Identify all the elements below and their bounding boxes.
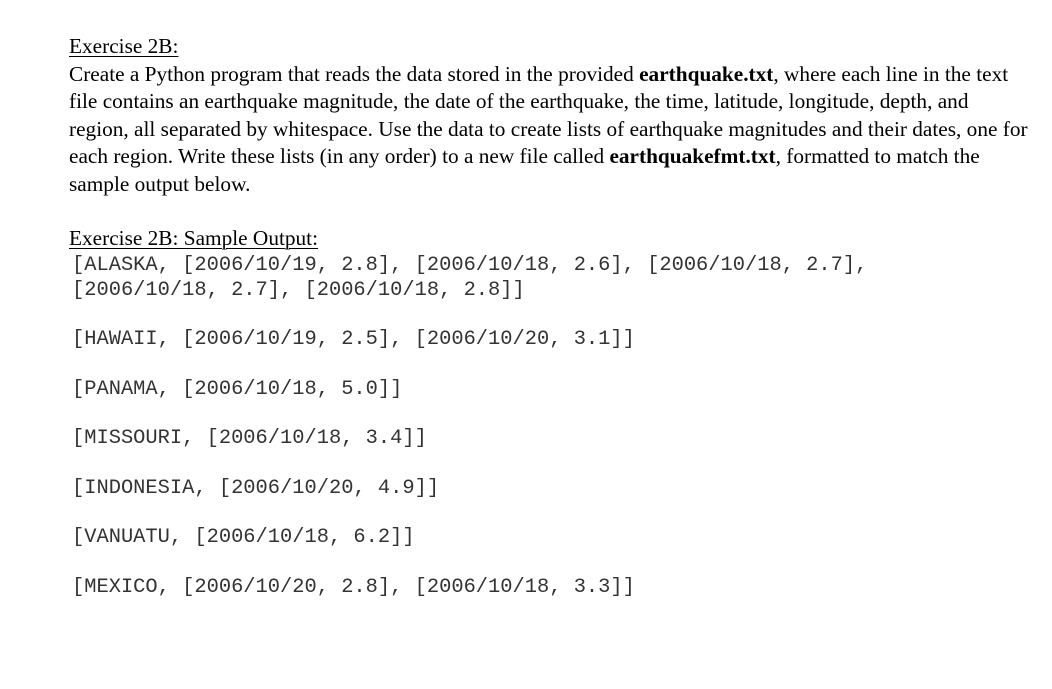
blank-line	[72, 451, 1029, 476]
exercise-heading: Exercise 2B:	[69, 34, 179, 58]
output-line: [2006/10/18, 2.7], [2006/10/18, 2.8]]	[72, 278, 525, 302]
output-line: [MISSOURI, [2006/10/18, 3.4]]	[72, 427, 427, 450]
filename-text: earthquakefmt.txt	[609, 144, 776, 168]
paragraph-text: , formatted to match the sample output below.	[69, 144, 980, 196]
output-line: [VANUATU, [2006/10/18, 6.2]]	[72, 526, 415, 549]
blank-line	[72, 550, 1029, 575]
blank-line	[72, 501, 1029, 526]
paragraph-text: Create a Python program that reads the data stored in the provided	[69, 61, 640, 86]
output-line: [MEXICO, [2006/10/20, 2.8], [2006/10/18, 3.3]]	[72, 575, 635, 599]
blank-line	[72, 402, 1029, 427]
document-page	[69, 33, 1029, 600]
blank-line	[72, 303, 1029, 328]
output-line: [ALASKA, [2006/10/19, 2.8], [2006/10/18, 2.6], [2006/10/18, 2.7],	[72, 253, 868, 277]
output-line: [PANAMA, [2006/10/18, 5.0]]	[72, 377, 403, 401]
output-line: [INDONESIA, [2006/10/20, 4.9]]	[72, 476, 440, 500]
paragraph-text: , where each line in the text file contains an earthquake magnitude, the date of the earthquake, the time, latitude, longitude, depth, and region, all separated by whitespace. Use the data to create lists of earthquake magnitudes and their dates, one for each region. Write these lists (in any order) to a new file called	[69, 61, 1028, 168]
blank-line	[72, 352, 1029, 377]
exercise-description	[69, 61, 1029, 199]
sample-output	[69, 253, 1029, 600]
output-line: [HAWAII, [2006/10/19, 2.5], [2006/10/20, 3.1]]	[72, 328, 635, 351]
sample-output-heading: Exercise 2B: Sample Output:	[69, 226, 319, 250]
filename-text: earthquake.txt	[639, 61, 774, 86]
